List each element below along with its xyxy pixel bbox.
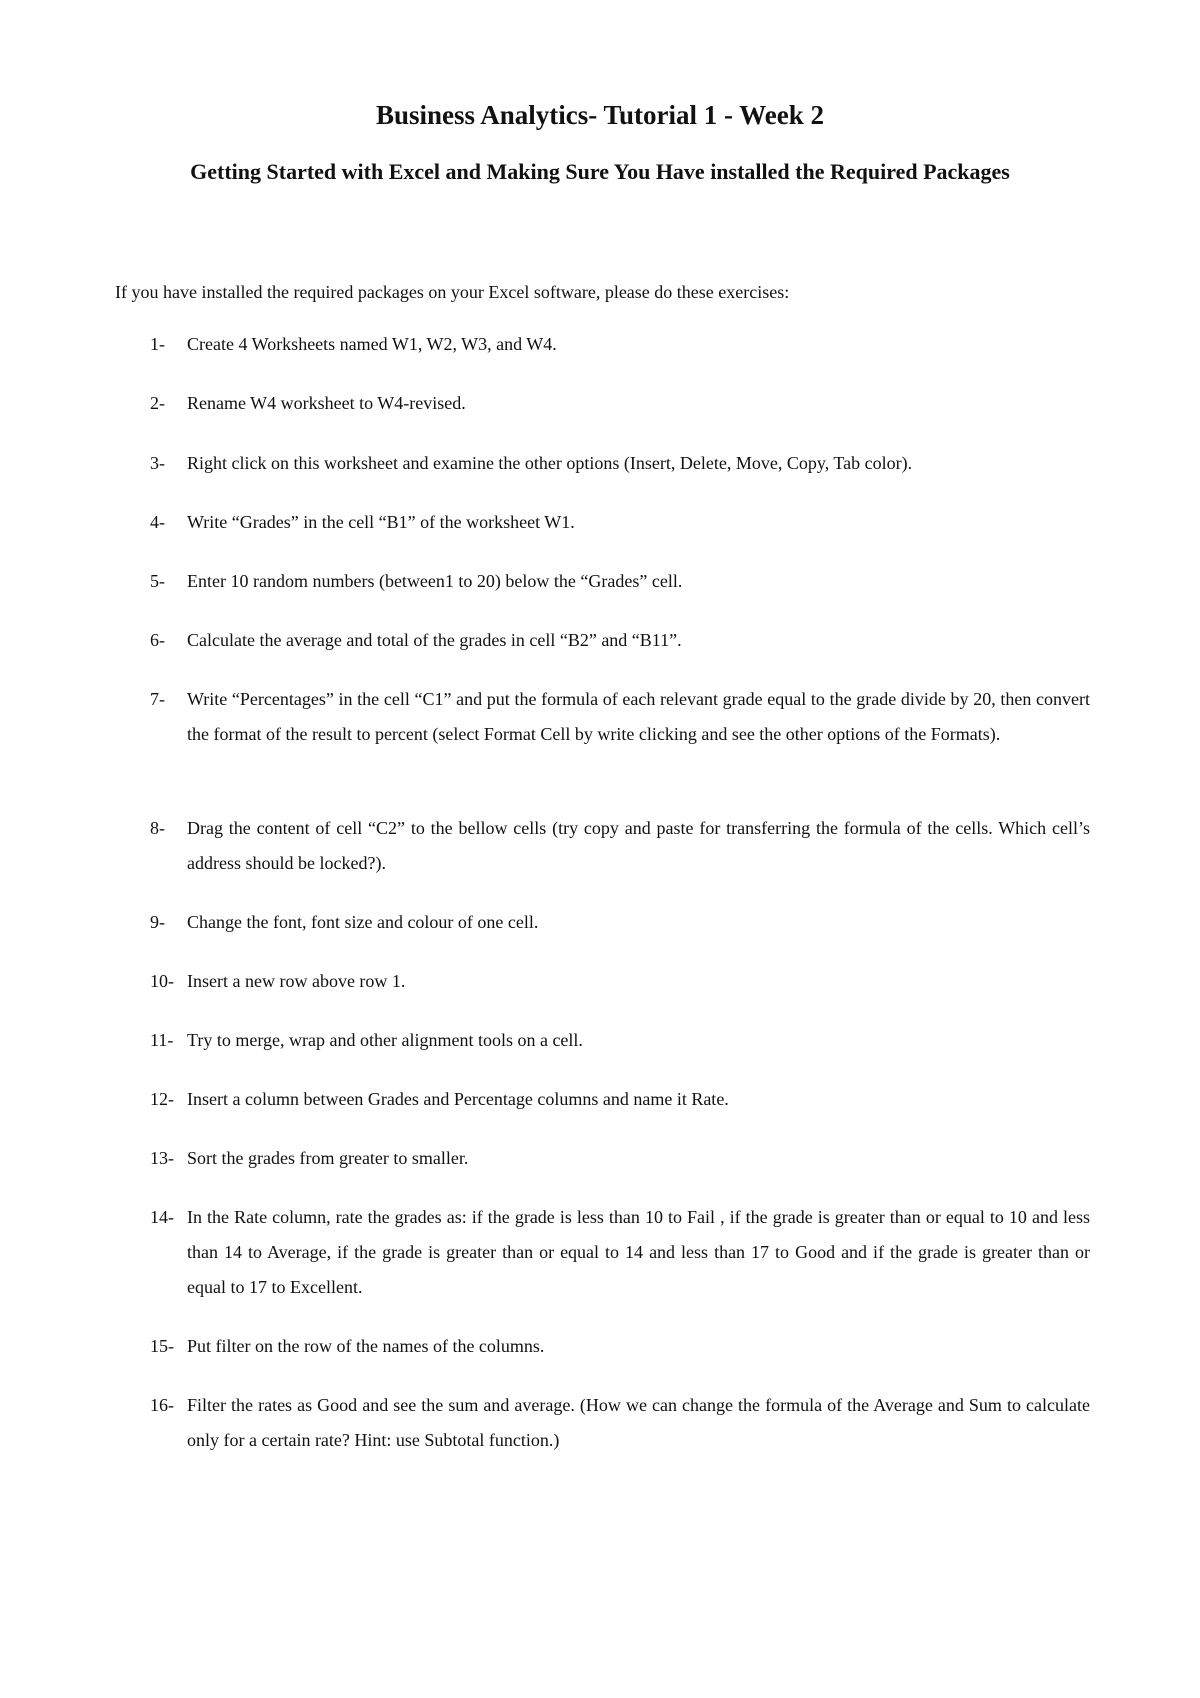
item-number: 1- <box>150 334 165 354</box>
item-text: Put filter on the row of the names of the columns. <box>187 1336 545 1356</box>
item-number: 11- <box>150 1030 174 1050</box>
item-text: Rename W4 worksheet to W4-revised. <box>187 393 466 413</box>
item-text: Filter the rates as Good and see the sum and average. (How we can change the formula of the Average and Sum to calculate only for a certain rate? Hint: use Subtotal function.) <box>187 1395 1090 1450</box>
list-item <box>150 623 1090 658</box>
list-item <box>150 1082 1090 1117</box>
item-number: 16- <box>150 1395 174 1415</box>
list-item <box>150 1388 1090 1458</box>
item-number: 7- <box>150 689 165 709</box>
intro-paragraph: If you have installed the required packages on your Excel software, please do these exercises: <box>115 282 790 302</box>
item-number: 14- <box>150 1207 174 1227</box>
item-number: 9- <box>150 912 165 932</box>
item-text: Write “Percentages” in the cell “C1” and put the formula of each relevant grade equal to the grade divide by 20, then convert the format of the result to percent (select Format Cell by write clicking and see the other options of the Formats). <box>187 689 1090 744</box>
document-subtitle: Getting Started with Excel and Making Sure You Have installed the Required Packages <box>190 159 1010 184</box>
list-item <box>150 1329 1090 1364</box>
item-text: Insert a column between Grades and Percentage columns and name it Rate. <box>187 1089 729 1109</box>
item-number: 3- <box>150 453 165 473</box>
list-item <box>150 1200 1090 1305</box>
list-item <box>150 811 1090 881</box>
item-text: Create 4 Worksheets named W1, W2, W3, and W4. <box>187 334 557 354</box>
item-number: 13- <box>150 1148 174 1168</box>
item-text: Sort the grades from greater to smaller. <box>187 1148 469 1168</box>
item-text: Right click on this worksheet and examine the other options (Insert, Delete, Move, Copy, Tab color). <box>187 453 913 473</box>
item-text: Drag the content of cell “C2” to the bellow cells (try copy and paste for transferring the formula of the cells. Which cell’s address should be locked?). <box>187 818 1090 873</box>
list-item <box>150 386 1090 421</box>
item-number: 2- <box>150 393 165 413</box>
item-number: 5- <box>150 571 165 591</box>
list-item <box>150 327 1090 362</box>
list-item <box>150 446 1090 481</box>
item-number: 8- <box>150 818 165 838</box>
item-text: Enter 10 random numbers (between1 to 20) below the “Grades” cell. <box>187 571 683 591</box>
item-number: 12- <box>150 1089 174 1109</box>
item-text: Try to merge, wrap and other alignment tools on a cell. <box>187 1030 583 1050</box>
list-item <box>150 1023 1090 1058</box>
item-number: 6- <box>150 630 165 650</box>
item-text: Change the font, font size and colour of one cell. <box>187 912 539 932</box>
list-item <box>150 564 1090 599</box>
list-item <box>150 964 1090 999</box>
list-item <box>150 682 1090 752</box>
item-text: Calculate the average and total of the grades in cell “B2” and “B11”. <box>187 630 682 650</box>
item-text: In the Rate column, rate the grades as: if the grade is less than 10 to Fail , if the grade is greater than or equal to 10 and less than 14 to Average, if the grade is greater than or equal to 14 and less than 17 to Good and if the grade is greater than or equal to 17 to Excellent. <box>187 1207 1090 1297</box>
document-title: Business Analytics- Tutorial 1 - Week 2 <box>375 100 825 130</box>
item-number: 10- <box>150 971 174 991</box>
item-number: 15- <box>150 1336 174 1356</box>
list-item <box>150 1141 1090 1176</box>
list-item <box>150 905 1090 940</box>
item-text: Insert a new row above row 1. <box>187 971 406 991</box>
list-item <box>150 505 1090 540</box>
item-text: Write “Grades” in the cell “B1” of the worksheet W1. <box>187 512 575 532</box>
item-number: 4- <box>150 512 165 532</box>
